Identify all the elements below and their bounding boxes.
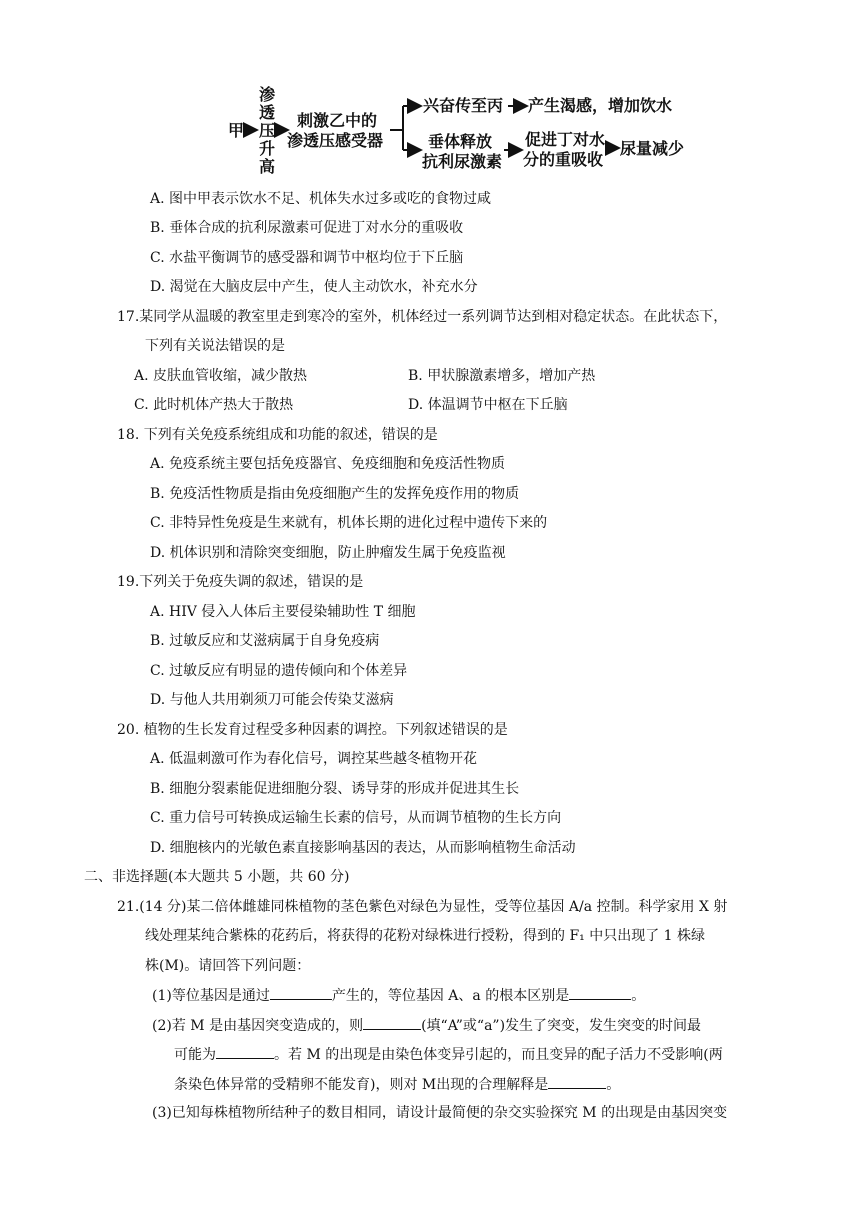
diagram-node-osmotic-rise: 渗透压升高 — [258, 85, 275, 176]
q21-part2-text-c: 可能为 — [174, 1047, 216, 1063]
q17-option-c: C. 此时机体产热大于散热 — [134, 397, 294, 413]
q19-option-d: D. 与他人共用剃须刀可能会传染艾滋病 — [150, 692, 394, 708]
q21-part2-blank-1[interactable] — [363, 1015, 421, 1030]
q21-stem-line3: 株(M)。请回答下列问题： — [145, 958, 311, 974]
q19-option-c: C. 过敏反应有明显的遗传倾向和个体差异 — [150, 663, 408, 679]
q19-option-b: B. 过敏反应和艾滋病属于自身免疫病 — [150, 633, 380, 649]
q21-part1 — [152, 985, 645, 1006]
q16-option-d: D. 渴觉在大脑皮层中产生，使人主动饮水，补充水分 — [150, 279, 478, 295]
diagram-node-stimulate-line1: 刺激乙中的 — [297, 111, 378, 130]
q21-part2-text-d: 。若 M 的出现是由染色体变异引起的，而且变异的配子活力不受影响(两 — [274, 1047, 723, 1063]
q18-option-b: B. 免疫活性物质是指由免疫细胞产生的发挥免疫作用的物质 — [150, 486, 520, 502]
section-heading: 二、非选择题(本大题共 5 小题，共 60 分) — [84, 869, 350, 885]
diagram-node-jia: 甲 — [228, 121, 245, 140]
q19-option-a: A. HIV 侵入人体后主要侵染辅助性 T 细胞 — [150, 604, 416, 620]
q20-option-c: C. 重力信号可转换成运输生长素的信号，从而调节植物的生长方向 — [150, 810, 562, 826]
diagram-node-thirst: 产生渴感，增加饮水 — [528, 96, 673, 115]
q17-option-d: D. 体温调节中枢在下丘脑 — [408, 397, 568, 413]
q21-part2-line1 — [152, 1015, 701, 1036]
q16-option-b: B. 垂体合成的抗利尿激素可促进丁对水分的重吸收 — [150, 220, 464, 236]
diagram-node-urine: 尿量减少 — [620, 139, 685, 158]
q20-option-a: A. 低温刺激可作为春化信号，调控某些越冬植物开花 — [150, 751, 478, 767]
q16-option-a: A. 图中甲表示饮水不足、机体失水过多或吃的食物过咸 — [150, 191, 492, 207]
diagram-node-stimulate-line2: 渗透压感受器 — [287, 131, 384, 150]
q21-part3-line1: (3)已知每株植物所结种子的数目相同，请设计最简便的杂交实验探究 M 的出现是由基因突变 — [152, 1105, 728, 1121]
q21-part2-text-e: 条染色体异常的受精卵不能发育)，则对 M出现的合理解释是 — [174, 1077, 549, 1093]
q21-part2-line3 — [174, 1074, 620, 1095]
diagram-node-promote-line2: 分的重吸收 — [523, 150, 604, 169]
q17-option-a: A. 皮肤血管收缩，减少散热 — [134, 368, 308, 384]
q21-part1-text-a: (1)等位基因是通过 — [152, 988, 270, 1004]
diagram-arrows — [0, 0, 860, 200]
q18-option-c: C. 非特异性免疫是生来就有，机体长期的进化过程中遗传下来的 — [150, 515, 548, 531]
diagram-node-excite: 兴奋传至丙 — [423, 96, 504, 115]
q18-option-d: D. 机体识别和清除突变细胞，防止肿瘤发生属于免疫监视 — [150, 545, 506, 561]
diagram-node-pituitary-line2: 抗利尿激素 — [422, 152, 503, 171]
q21-part1-blank-1[interactable] — [270, 985, 332, 1000]
q16-option-c: C. 水盐平衡调节的感受器和调节中枢均位于下丘脑 — [150, 250, 464, 266]
q20-stem: 20. 植物的生长发育过程受多种因素的调控。下列叙述错误的是 — [117, 722, 508, 738]
q21-part2-text-f: 。 — [606, 1077, 621, 1093]
q21-part2-line2 — [174, 1044, 723, 1065]
q17-option-b: B. 甲状腺激素增多，增加产热 — [408, 368, 596, 384]
q19-stem: 19.下列关于免疫失调的叙述，错误的是 — [117, 574, 364, 590]
q21-stem-line2: 线处理某纯合紫株的花药后，将获得的花粉对绿株进行授粉，得到的 F₁ 中只出现了 1 株绿 — [145, 928, 706, 944]
q17-stem-line2: 下列有关说法错误的是 — [145, 338, 285, 354]
q21-part2-text-b: (填“A”或“a”)发生了突变，发生突变的时间最 — [421, 1018, 702, 1034]
q21-stem-line1: 21.(14 分)某二倍体雌雄同株植物的茎色紫色对绿色为显性，受等位基因 A/a 控制。科学家用 X 射 — [117, 899, 728, 915]
diagram-node-promote-line1: 促进丁对水 — [525, 130, 606, 149]
q21-part2-blank-2[interactable] — [216, 1044, 274, 1059]
q20-option-b: B. 细胞分裂素能促进细胞分裂、诱导芽的形成并促进其生长 — [150, 781, 520, 797]
q21-part1-text-c: 。 — [631, 988, 646, 1004]
q17-stem-line1: 17.某同学从温暖的教室里走到寒冷的室外，机体经过一系列调节达到相对稳定状态。在此状态下， — [117, 309, 728, 325]
q21-part2-text-a: (2)若 M 是由基因突变造成的，则 — [152, 1018, 364, 1034]
q20-option-d: D. 细胞核内的光敏色素直接影响基因的表达，从而影响植物生命活动 — [150, 840, 576, 856]
q18-option-a: A. 免疫系统主要包括免疫器官、免疫细胞和免疫活性物质 — [150, 456, 506, 472]
q21-part1-blank-2[interactable] — [569, 985, 631, 1000]
q18-stem: 18. 下列有关免疫系统组成和功能的叙述，错误的是 — [117, 427, 438, 443]
diagram-node-pituitary-line1: 垂体释放 — [428, 132, 493, 151]
q21-part1-text-b: 产生的，等位基因 A、a 的根本区别是 — [331, 988, 570, 1004]
q21-part2-blank-3[interactable] — [548, 1074, 606, 1089]
